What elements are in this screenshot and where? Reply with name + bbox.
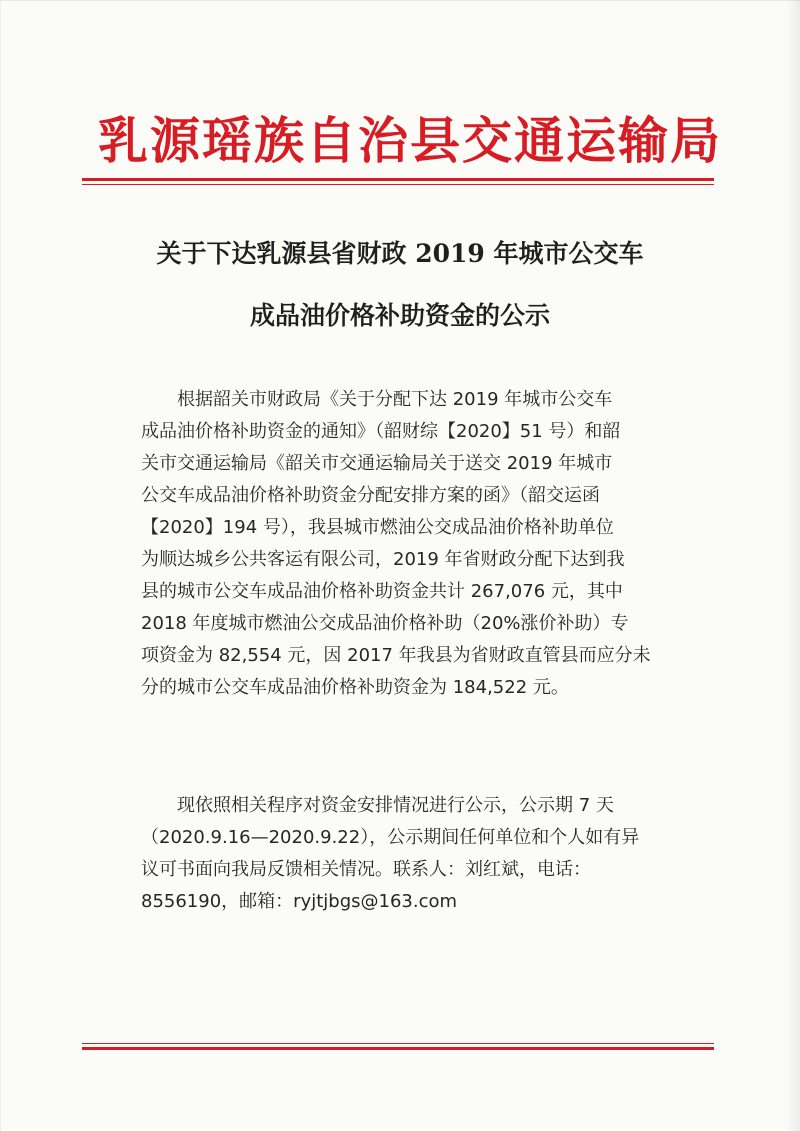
footer-red-thin-rule — [82, 1043, 714, 1044]
contact-line: 8556190，邮箱：ryjtjbgs@163.com — [141, 891, 458, 912]
header-red-thin-rule — [82, 184, 714, 185]
paragraph-line: 为顺达城乡公共客运有限公司，2019 年省财政分配下达到我 — [141, 549, 625, 570]
agency-header-title: 乳源瑶族自治县交通运输局 — [98, 111, 722, 170]
paragraph-line: 公交车成品油价格补助资金分配安排方案的函》（韶交运函 — [141, 485, 600, 506]
paragraph-line: 【2020】194 号），我县城市燃油公交成品油价格补助单位 — [141, 517, 614, 538]
paragraph-line: 2018 年度城市燃油公交成品油价格补助（20%涨价补助）专 — [141, 613, 629, 634]
notice-title-line-2: 成品油价格补助资金的公示 — [249, 301, 550, 330]
paragraph-line: 根据韶关市财政局《关于分配下达 2019 年城市公交车 — [177, 389, 613, 410]
notice-title-line-1: 关于下达乳源县省财政 2019 年城市公交车 — [156, 239, 644, 268]
paragraph-line: 县的城市公交车成品油价格补助资金共计 267,076 元，其中 — [141, 581, 623, 602]
paragraph-line: 议可书面向我局反馈相关情况。联系人：刘红斌，电话： — [141, 859, 591, 880]
paragraph-line: 关市交通运输局《韶关市交通运输局关于送交 2019 年城市 — [141, 453, 613, 474]
page-shadow — [786, 0, 800, 1131]
header-red-thick-rule — [82, 178, 714, 181]
notice-paragraph-2 — [141, 790, 681, 918]
paragraph-line: （2020.9.16—2020.9.22），公示期间任何单位和个人如有异 — [141, 827, 640, 848]
paragraph-line: 成品油价格补助资金的通知》（韶财综【2020】51 号）和韶 — [141, 421, 621, 442]
paragraph-line: 分的城市公交车成品油价格补助资金为 184,522 元。 — [141, 677, 569, 698]
paragraph-line: 项资金为 82,554 元，因 2017 年我县为省财政直管县而应分未 — [141, 645, 651, 666]
footer-red-thick-rule — [82, 1047, 714, 1050]
paragraph-line: 现依照相关程序对资金安排情况进行公示，公示期 7 天 — [177, 795, 614, 816]
notice-paragraph-1 — [141, 384, 681, 704]
